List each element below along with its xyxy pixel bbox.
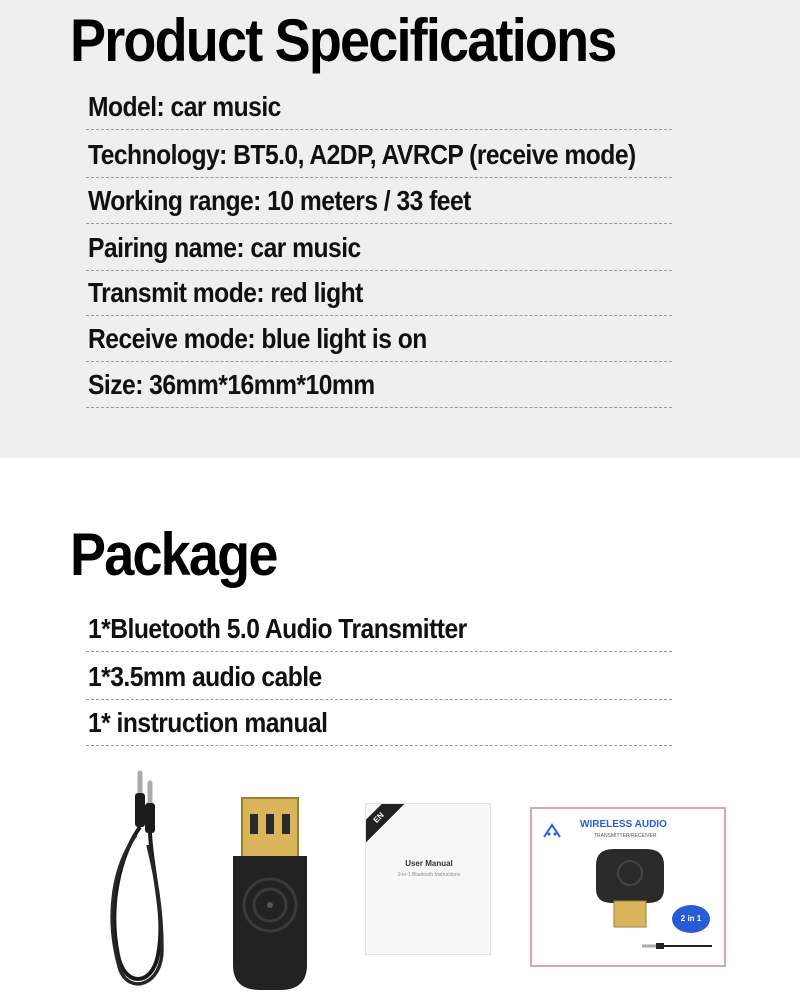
retail-box-image <box>530 807 726 967</box>
box-product-icon <box>590 845 670 931</box>
package-cable: 1*3.5mm audio cable <box>88 661 322 692</box>
box-cable-icon <box>642 939 712 953</box>
spec-row <box>86 270 672 316</box>
package-transmitter: 1*Bluetooth 5.0 Audio Transmitter <box>88 613 467 644</box>
package-row <box>86 700 672 746</box>
spec-pairing-name: Pairing name: car music <box>88 232 361 263</box>
specifications-section <box>0 0 800 458</box>
box-brand: WIRELESS AUDIO <box>580 819 667 830</box>
spec-technology: Technology: BT5.0, A2DP, AVRCP (receive mode) <box>88 139 636 170</box>
user-manual-image <box>365 803 491 955</box>
usb-transmitter-image <box>225 790 315 995</box>
package-title: Package <box>70 521 277 588</box>
spec-row <box>86 178 672 224</box>
box-tagline: TRANSMITTER/RECEIVER <box>594 833 657 839</box>
manual-language-tag: EN <box>365 803 409 848</box>
spec-size: Size: 36mm*16mm*10mm <box>88 369 375 400</box>
package-row <box>86 606 672 652</box>
package-manual: 1* instruction manual <box>88 707 328 738</box>
spec-transmit-mode: Transmit mode: red light <box>88 277 363 308</box>
specifications-title: Product Specifications <box>70 7 616 74</box>
spec-row <box>86 225 672 271</box>
audio-cable-image <box>100 765 190 990</box>
spec-receive-mode: Receive mode: blue light is on <box>88 323 427 354</box>
spec-row <box>86 132 672 178</box>
manual-subtitle: 2-in-1 Bluetooth Instructions <box>397 872 461 878</box>
spec-row <box>86 84 672 130</box>
audio-cable-icon <box>100 765 190 990</box>
brand-logo-icon <box>542 823 562 839</box>
spec-model: Model: car music <box>88 91 281 122</box>
spec-row <box>86 316 672 362</box>
usb-dongle-icon <box>225 790 315 995</box>
package-row <box>86 654 672 700</box>
spec-working-range: Working range: 10 meters / 33 feet <box>88 185 471 216</box>
box-badge: 2 in 1 <box>672 905 710 933</box>
package-contents-images <box>0 765 800 1000</box>
manual-title: User Manual <box>405 859 453 868</box>
spec-row <box>86 362 672 408</box>
